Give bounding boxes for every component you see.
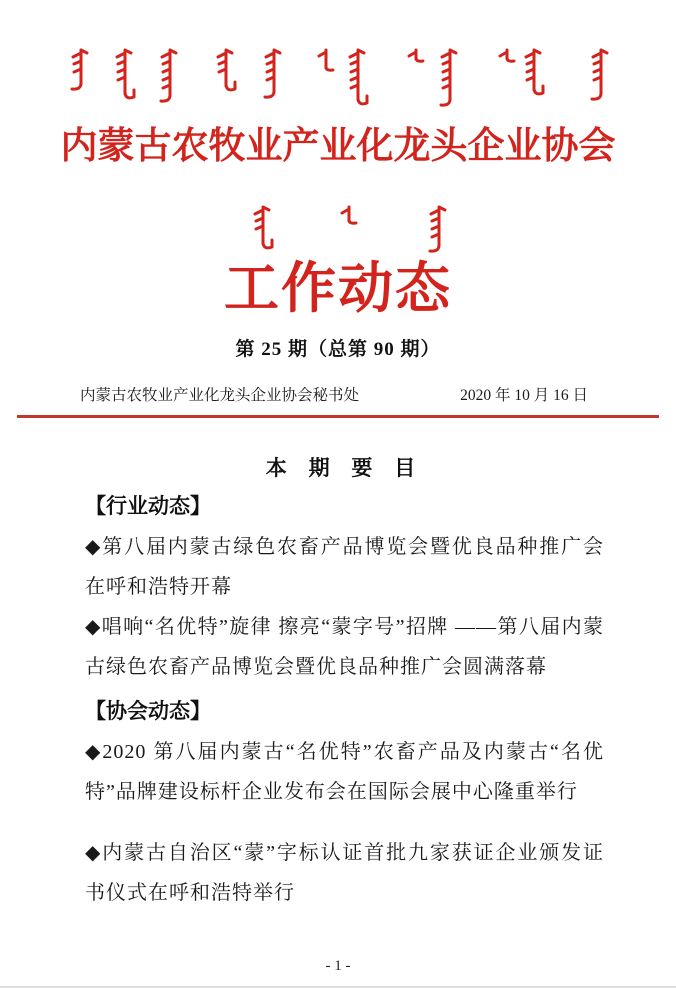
publisher-name: 内蒙古农牧业产业化龙头企业协会秘书处 [80, 387, 360, 404]
toc-item: ◆第八届内蒙古绿色农畜产品博览会暨优良品种推广会在呼和浩特开幕 [85, 536, 604, 598]
section-heading-industry: 【行业动态】 [85, 495, 211, 518]
bulletin-title: 工作动态 [223, 258, 452, 319]
table-of-contents [0, 419, 676, 913]
mongolian-script-word [213, 46, 237, 99]
mongolian-script-word [261, 46, 285, 105]
toc-item: ◆2020 第八届内蒙古“名优特”农畜产品及内蒙古“名优特”品牌建设标杆企业发布会在国际会展中心隆重举行 [85, 741, 604, 803]
mongolian-script-word [403, 46, 427, 68]
toc-title: 本 期 要 目 [265, 457, 424, 480]
mongolian-script-word [313, 46, 337, 77]
toc-item: ◆唱响“名优特”旋律 擦亮“蒙字号”招牌 ——第八届内蒙古绿色农畜产品博览会暨优良品种推广会圆满落幕 [85, 616, 604, 678]
mongolian-script-word [157, 46, 181, 109]
toc-item: ◆内蒙古自治区“蒙”字标认证首批九家获证企业颁发证书仪式在呼和浩特举行 [85, 842, 604, 904]
mongolian-script-word [68, 46, 92, 97]
mongolian-script-word [345, 46, 369, 113]
publication-date: 2020 年 10 月 16 日 [460, 387, 588, 404]
page-number: - 1 - [325, 958, 351, 974]
issue-number: 第 25 期（总第 90 期） [235, 339, 441, 360]
mongolian-script-word [336, 203, 360, 230]
mongolian-script-word [112, 46, 136, 107]
publisher-row [80, 383, 588, 405]
masthead [0, 0, 676, 420]
mongolian-script-word [437, 46, 461, 113]
red-divider-rule [17, 415, 659, 418]
mongolian-script-word [494, 46, 518, 68]
organization-title: 内蒙古农牧业产业化龙头企业协会 [60, 126, 616, 167]
mongolian-script-word [588, 46, 612, 107]
section-heading-association: 【协会动态】 [85, 700, 211, 723]
mongolian-script-word [521, 46, 545, 103]
